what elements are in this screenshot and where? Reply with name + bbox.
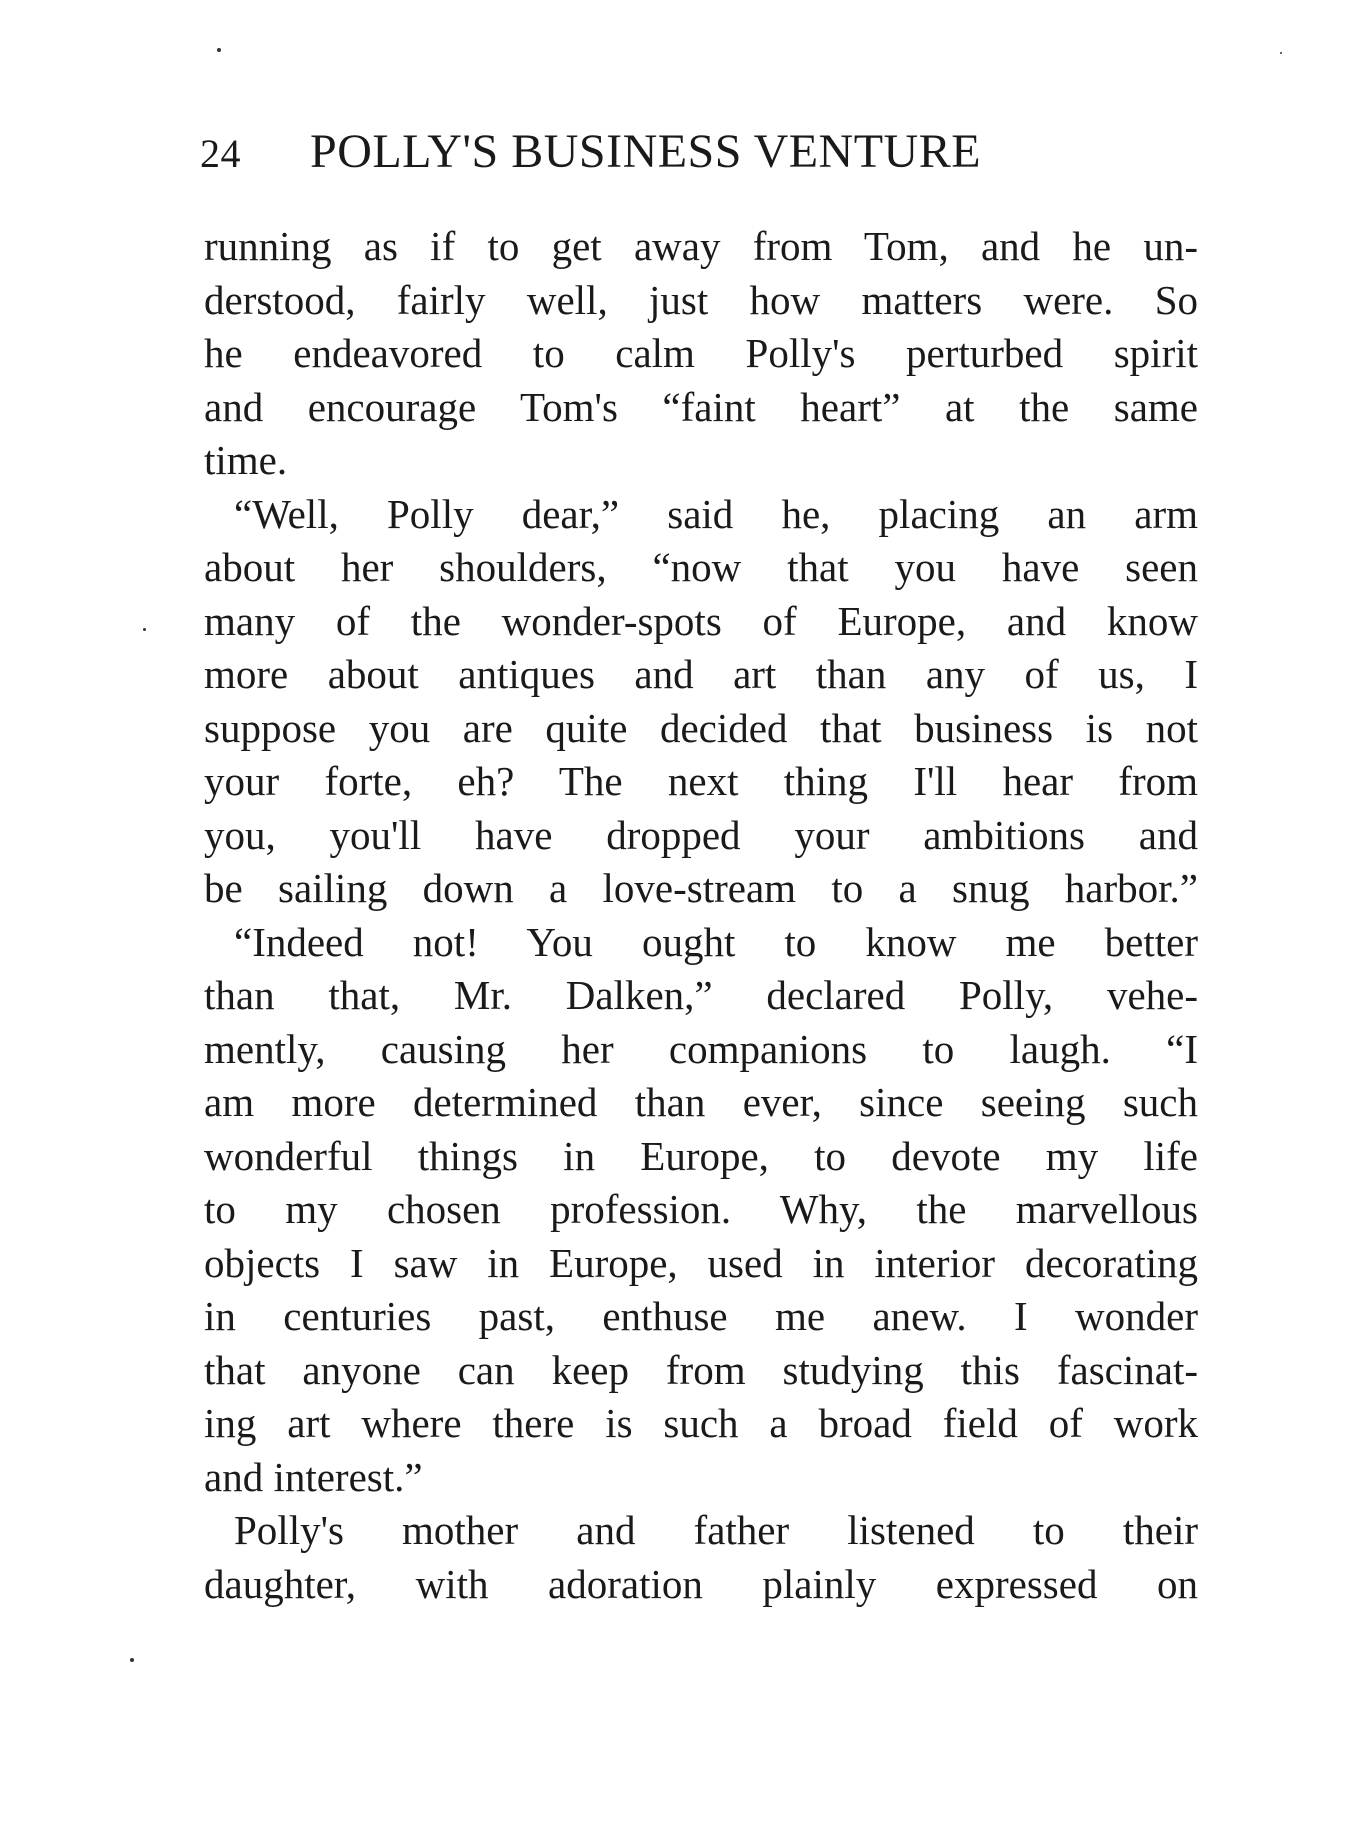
paragraph [204, 1504, 1198, 1611]
text-line: that anyone can keep from studying this fascinat- [204, 1346, 1198, 1393]
text-line: am more determined than ever, since seeing such [204, 1079, 1198, 1125]
text-line: to my chosen profession. Why, the marvellous [204, 1186, 1198, 1232]
text-line: mently, causing her companions to laugh. “I [204, 1025, 1198, 1072]
text-line: “Indeed not! You ought to know me better [234, 918, 1198, 965]
running-title: POLLY'S BUSINESS VENTURE [310, 125, 982, 178]
text-line: ing art where there is such a broad field of work [204, 1400, 1198, 1446]
page-number: 24 [200, 131, 241, 176]
text-line: and encourage Tom's “faint heart” at the same [204, 383, 1198, 430]
text-line: than that, Mr. Dalken,” declared Polly, vehe- [204, 972, 1198, 1018]
scan-speck [1280, 52, 1282, 54]
text-line: time. [204, 437, 288, 483]
text-line: “Well, Polly dear,” said he, placing an arm [234, 490, 1198, 537]
text-line: your forte, eh? The next thing I'll hear from [204, 758, 1198, 804]
text-line: running as if to get away from Tom, and he un- [204, 223, 1198, 269]
text-line: objects I saw in Europe, used in interior decorating [204, 1239, 1198, 1286]
text-line: Polly's mother and father listened to their [234, 1507, 1198, 1553]
text-line: he endeavored to calm Polly's perturbed spirit [204, 330, 1198, 376]
running-head [200, 122, 1200, 182]
text-line: in centuries past, enthuse me anew. I wonder [204, 1293, 1198, 1339]
scan-speck [217, 48, 221, 52]
scan-speck [130, 1658, 134, 1662]
text-line: derstood, fairly well, just how matters were. So [204, 276, 1198, 323]
paragraph [204, 916, 1198, 1505]
text-line: you, you'll have dropped your ambitions and [204, 811, 1198, 858]
text-line: suppose you are quite decided that business is not [204, 704, 1198, 751]
text-line: many of the wonder-spots of Europe, and know [204, 597, 1198, 644]
text-line: about her shoulders, “now that you have seen [204, 544, 1198, 590]
text-line: be sailing down a love-stream to a snug harbor.” [204, 865, 1198, 911]
text-body [204, 220, 1198, 1611]
text-line: more about antiques and art than any of us, I [204, 651, 1198, 697]
text-line: wonderful things in Europe, to devote my life [204, 1132, 1198, 1179]
paragraph [204, 488, 1198, 916]
scan-speck [143, 628, 146, 631]
paragraph [204, 220, 1198, 488]
text-line: daughter, with adoration plainly expressed on [204, 1560, 1198, 1607]
text-line: and interest.” [204, 1453, 423, 1500]
